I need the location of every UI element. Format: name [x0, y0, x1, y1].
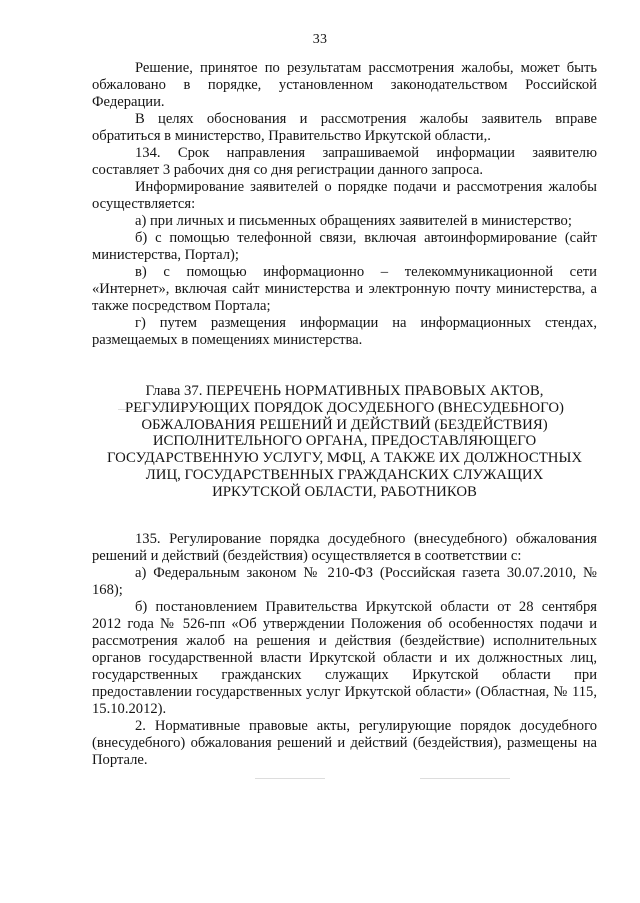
- paragraph-135: 135. Регулирование порядка досудебного (внесудебного) обжалования решений и действий (бездействия) осуществляется в соответствии с:: [92, 530, 597, 564]
- list-item-b: б) с помощью телефонной связи, включая автоинформирование (сайт министерства, Портал);: [92, 230, 597, 263]
- scan-artifact-line: [420, 778, 510, 779]
- list-item-g: г) путем размещения информации на информационных стендах, размещаемых в помещениях министерства.: [92, 315, 597, 348]
- list-item-v: в) с помощью информационно – телекоммуникационной сети «Интернет», включая сайт министерства и электронную почту министерства, а также посредством Портала;: [92, 264, 597, 314]
- list-item-a: а) при личных и письменных обращениях заявителей в министерство;: [135, 213, 572, 229]
- chapter-heading: [92, 383, 597, 501]
- paragraph-2-portal: 2. Нормативные правовые акты, регулирующие порядок досудебного (внесудебного) обжалования решений и действий (бездействия), размещены на Портале.: [92, 717, 597, 768]
- chapter-heading-line: РЕГУЛИРУЮЩИХ ПОРЯДОК ДОСУДЕБНОГО (ВНЕСУДЕБНОГО): [125, 399, 564, 416]
- list-item-b-resolution: б) постановлением Правительства Иркутской области от 28 сентября 2012 года № 526-пп «Об утверждении Положения об особенностях подачи и рассмотрения жалоб на решения и действия (бездействие) исполнительных органов государственной власти Иркутской области и их должностных лиц, государственных гражданских служащих Иркутской области при предоставлении государственных услуг Иркутской области» (Областная, № 115, 15.10.2012).: [92, 598, 597, 717]
- chapter-heading-line: ЛИЦ, ГОСУДАРСТВЕННЫХ ГРАЖДАНСКИХ СЛУЖАЩИХ: [145, 466, 544, 483]
- chapter-heading-line: ИРКУТСКОЙ ОБЛАСТИ, РАБОТНИКОВ: [212, 483, 477, 500]
- chapter-heading-line: ГОСУДАРСТВЕННУЮ УСЛУГУ, МФЦ, А ТАКЖЕ ИХ ДОЛЖНОСТНЫХ: [106, 450, 583, 467]
- paragraph-informing: Информирование заявителей о порядке подачи и рассмотрения жалобы осуществляется:: [92, 179, 597, 212]
- paragraph-appeal-right: В целях обоснования и рассмотрения жалобы заявитель вправе обратиться в министерство, Правительство Иркутской области,.: [92, 111, 597, 144]
- chapter-heading-line: ОБЖАЛОВАНИЯ РЕШЕНИЙ И ДЕЙСТВИЙ (БЕЗДЕЙСТВИЯ): [141, 416, 548, 433]
- paragraph-appeal-decision: Решение, принятое по результатам рассмотрения жалобы, может быть обжаловано в порядке, установленном законодательством Российской Федерации.: [92, 60, 597, 110]
- paragraph-134: 134. Срок направления запрашиваемой информации заявителю составляет 3 рабочих дня со дня регистрации данного запроса.: [92, 145, 597, 178]
- scan-artifact-line: [118, 409, 213, 410]
- chapter-heading-line: ИСПОЛНИТЕЛЬНОГО ОРГАНА, ПРЕДОСТАВЛЯЮЩЕГО: [152, 433, 537, 450]
- page-number: 33: [312, 32, 328, 47]
- document-body: [92, 60, 597, 769]
- chapter-heading-line: Глава 37. ПЕРЕЧЕНЬ НОРМАТИВНЫХ ПРАВОВЫХ АКТОВ,: [145, 383, 544, 399]
- list-item-a-law: а) Федеральным законом № 210-ФЗ (Российская газета 30.07.2010, № 168);: [92, 564, 597, 598]
- section-body: [92, 531, 597, 769]
- scan-artifact-line: [255, 778, 325, 779]
